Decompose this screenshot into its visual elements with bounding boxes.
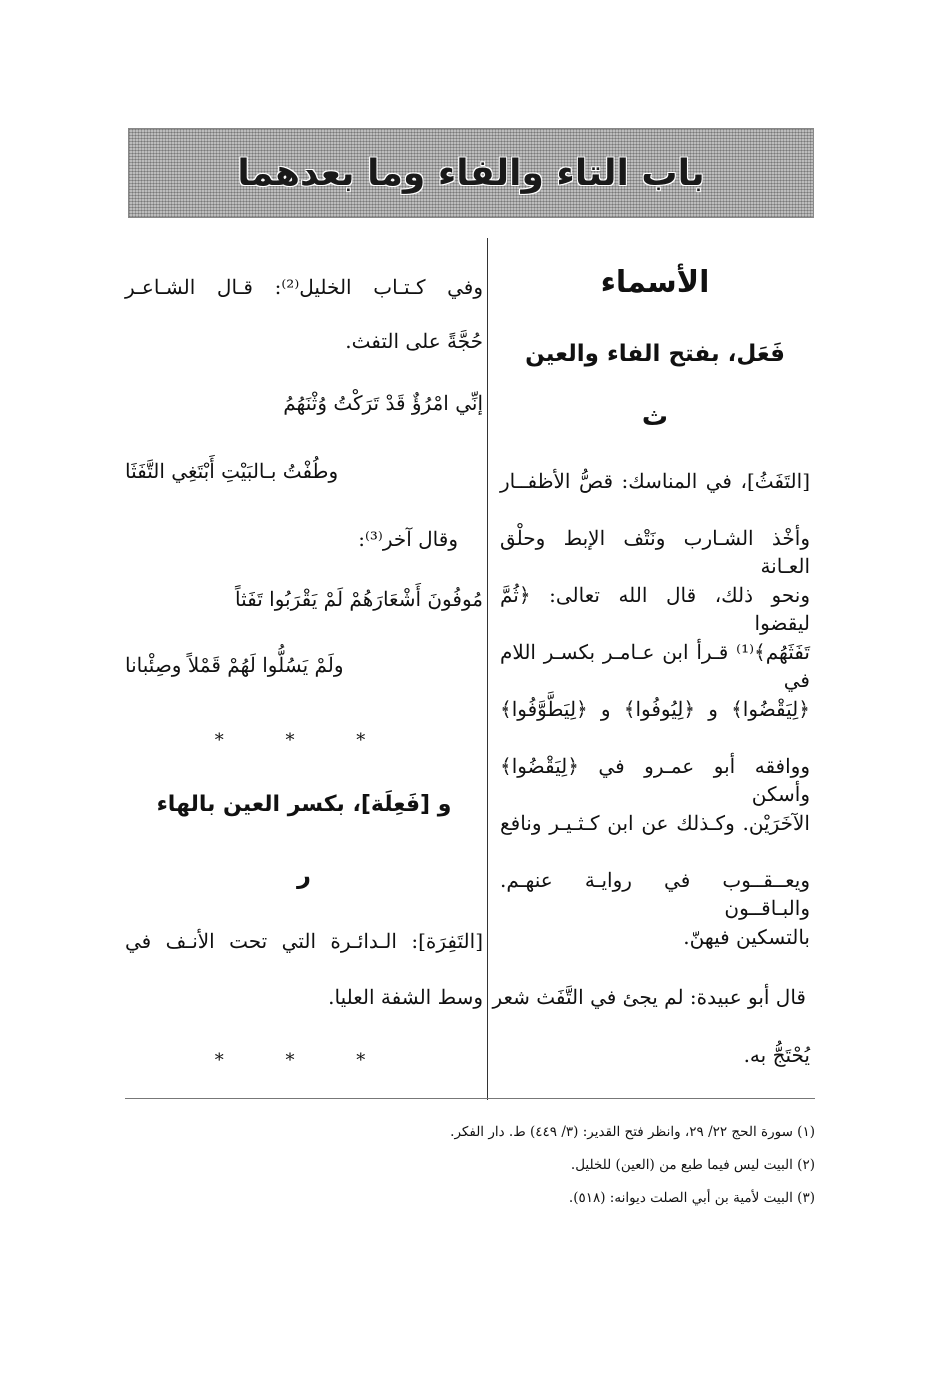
text-line: ويعــقــوب في روايـة عنهـم. والبـاقــون (500, 868, 810, 920)
text-line: وأخْذ الشـارب ونَتْف الإبط وحلْق العـانة (500, 526, 810, 578)
text-line: وسط الشفة العليا. (328, 985, 483, 1009)
chapter-title: باب التاء والفاء وما بعدهما (237, 152, 705, 194)
letter-heading: ر (297, 861, 311, 889)
separator-stars: * * * (214, 730, 394, 751)
text-line: وفي كـتـاب الخليل⁽²⁾: قـال الشـاعـر (125, 275, 484, 299)
verse-line: مُوفُونَ أَشْعَارَهُمْ لَمْ يَقْرَبُوا تَفَثاً (234, 587, 483, 611)
quote-line: قال أبو عبيدة: لم يجئ في التَّفَث شعر (492, 985, 806, 1009)
section-title: الأسماء (600, 265, 710, 300)
text-line: ﴿لِيَقْضُوا﴾ و ﴿لِيُوفُوا﴾ و ﴿لِيَطَّوَّفُوا﴾ (500, 697, 810, 721)
letter-heading: ث (641, 402, 669, 432)
text-line: الآخَرَيْن. وكـذلك عن ابن كـثـيـر ونافع (500, 811, 810, 835)
column-divider (487, 238, 488, 1100)
footnotes (125, 1098, 815, 1206)
subsection-title: فَعَل، بفتح الفاء والعين (525, 341, 785, 367)
separator-stars: * * * (214, 1050, 394, 1071)
footnote: (١) سورة الحج ٢٢/ ٢٩، وانظر فتح القدير: (٣/ ٤٤٩) ط. دار الفكر. (450, 1124, 815, 1140)
text-line: ووافقه أبو عمـرو في ﴿لِيَقْضُوا﴾ وأسكن (500, 754, 810, 806)
quote-line: يُحْتَجُّ به. (743, 1043, 810, 1067)
verse-line: وطُفْتُ بـالبَيْتِ أَبْتَغِي التَّفَثَا (125, 459, 339, 483)
footnote: (٣) البيت لأمية بن أبي الصلت ديوانه: (٥١٨). (568, 1190, 815, 1206)
text-line: تَفَثَهُم﴾⁽¹⁾ قـرأ ابن عـامـر بكسـر اللام في (500, 640, 810, 692)
text-line: ونحو ذلك، قال الله تعالى: ﴿ثُمَّ ليقضوا (500, 583, 810, 635)
verse-line: ولَمْ يَسُلُّوا لَهُمْ قَمْلاً وصِئْبانا (125, 653, 344, 677)
text-line: بالتسكين فيهنّ. (683, 925, 810, 949)
chapter-banner (128, 128, 814, 218)
text-line: وقال آخر⁽³⁾: (358, 527, 458, 551)
text-line: [التَفَثُ]، في المناسك: قصُّ الأظفــار (500, 469, 810, 493)
verse-line: إنِّي امْرُؤٌ قَدْ تَرَكْتُ وُثْنَهُمُ (283, 391, 483, 415)
text-line: [التَفِرَة]: الـدائـرة التي تحت الأنـف في (125, 929, 483, 953)
subsection-heading: و [فَعِلَة]، بكسر العين بالهاء (156, 792, 452, 817)
footnote: (٢) البيت ليس فيما طبع من (العين) للخليل. (570, 1157, 815, 1173)
text-line: حُجَّةً على التفث. (345, 329, 483, 353)
